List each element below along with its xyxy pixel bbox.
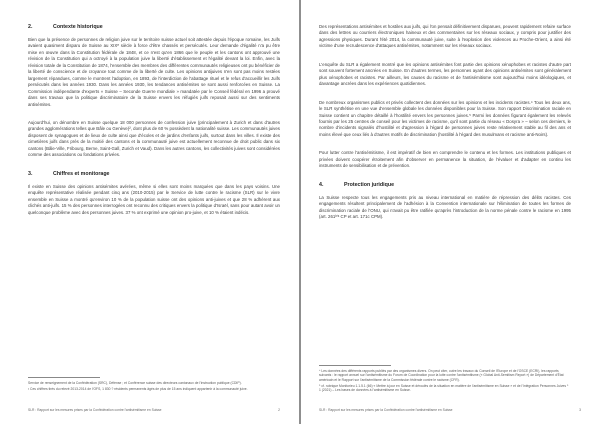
paragraph: La Suisse respecte tous les engagements pris au niveau international en matière de répression des délits racistes. Ces engagements résultent principalement de l'adhésion à la Convention internationale sur l'élimination de toutes les formes de discrimination raciale de l'ONU, qui n'avait pu être ratifiée qu'après l'introduction de la norme pénale contre le racisme en 1995 (art. 261ᵇⁱˢ CP et art. 171c CPM). — [319, 194, 571, 220]
section-title: Protection juridique — [344, 181, 395, 188]
section-number: 3. — [28, 170, 33, 177]
footnote: Service de renseignement de la Confédération (SRC), Défense ; et Conférence suisse des directeurs cantonaux de l'instruction publique (CDIP). — [28, 381, 242, 385]
footnote-rule — [319, 365, 391, 366]
paragraph: Aujourd'hui, on dénombre en Suisse quelque 18 000 personnes de confession juive (principalement à Zurich et dans d'autres grandes agglomérations telles que Bâle ou Genève)², dont plus de 60 % possèdent la nationalité suisse. Les communautés juives disposent de synagogues et de lieux de culte ainsi que d'écoles et de jardins d'enfants juifs, surtout dans les villes. Il existe des cimetières juifs dans près de la moitié des cantons et la communauté juive est actuellement reconnue de droit public dans six cantons (Bâle-Ville, Fribourg, Berne, Saint-Gall, Zurich et Vaud). Dans les autres cantons, les collectivités juives sont considérées comme des associations ou fondations privées. — [28, 119, 280, 158]
footer-text: SLR : Rapport sur les mesures prises par la Confédération contre l'antisémitisme en Suisse — [319, 408, 453, 412]
section-title: Contexte historique — [53, 24, 103, 30]
right-page — [301, 0, 600, 424]
footer-text: SLR : Rapport sur les mesures prises par la Confédération contre l'antisémitisme en Suisse — [28, 408, 162, 412]
left-page-footer — [28, 408, 280, 412]
paragraph: Pour lutter contre l'antisémitisme, il est impératif de bien en comprendre le contenu et les formes. Les institutions publiques et privées doivent coopérer étroitement afin d'observer en permanence la situation, de l'évaluer et d'adapter en continu les instruments de sensibilisation et de prévention. — [319, 150, 571, 169]
left-footnotes — [28, 377, 280, 393]
page-number: 3 — [579, 408, 581, 412]
paragraph: Il existe en Suisse des opinions antisémites avérées, même si elles sont moins marquées que dans les pays voisins. Une enquête représentative réalisée pendant cinq ans (2010-2015) par le Service de lutte contre le racisme (SLR) sur le vivre ensemble en Suisse a montré qu'environ 10 % de la population suisse ont des opinions anti-juives et que 28 % adhèrent aux clichés anti-juifs. 15 % des personnes interrogées ont reconnu des critiques envers la politique d'Israël, sans pour autant avoir un quelconque problème avec des personnes juives. 37 % ont exprimé une opinion pro-juive, et 10 % étaient indécis. — [28, 183, 280, 215]
section-heading-historical-context — [28, 24, 280, 30]
footnote: ⁴ Les données des différents rapports publiés par des organismes divers. On peut citer, outre les travaux du Conseil de l'Europe et de l'OSCE (ECRI), les rapports suivants : le rapport annuel sur l'antisémitisme du Forum de Coordination pour la lutte contre l'antisémitisme (« Global Anti-Semitism Report ») de Département d'État américain et le Rapport sur l'antisémitisme de la Commission fédérale contre le racisme (CFR). — [319, 369, 564, 382]
paragraph: L'enquête du SLR a également montré que les opinions antisémites font partie des opinions xénophobes et racistes d'autre part sont souvent fortement ancrées en Suisse. En d'autres termes, les personnes ayant des opinions antisémites sont généralement plus xénophobes et racistes. Par ailleurs, les causes du racisme et de l'antisémitisme sont aujourd'hui moins idéologiques, et davantage ancrées dans les expériences quotidiennes. — [319, 61, 571, 87]
paragraph: De nombreux organismes publics et privés collectent des données sur les opinions et les incidents racistes.⁴ Tous les deux ans, le SLR synthétise en une vue d'ensemble globale les données disponibles pour la Suisse. Son rapport Discrimination raciale en Suisse contient un chapitre détaillé à l'hostilité envers les personnes juives.⁵ Parmi les données figurant également les relevés fournis par les 25 centres de conseil pour les victimes de racisme, qu'il sont partie du réseau « Dosyra » – selon ces derniers, le nombre d'incidents signalés d'hostilité et d'agression à l'égard de personnes juives reste relativement stable au fil des ans et moins élevé que ceux liés à d'autres motifs de discrimination (hostilité à l'égard des musulmans et racisme anti-Noirs). — [319, 99, 571, 137]
section-number: 4. — [319, 181, 324, 188]
paragraph: Bien que la présence de personnes de religion juive sur le territoire suisse actuel soit attestée depuis l'époque romaine, les Juifs avaient quasiment disparu de Suisse au XIXᵉ siècle à force d'être chassés et persécutés. Leur demande d'égalité n'a pu être mise en œuvre dans la Constitution fédérale de 1848, et ce n'est qu'en 1866 que le peuple et les cantons ont approuvé une révision de la Constitution qui a octroyé à la population juive la liberté d'établissement et l'égalité devant la loi. Enfin, avec la révision totale de la Constitution de 1874, l'ensemble des membres des différentes communautés religieuses ont pu bénéficier de la liberté de conscience et de croyance tout comme de la liberté de culte. Les opinions antijuives n'en sont pas moins restées largement répandues, comme le montrent l'adoption, en 1893, de l'interdiction de l'abattage rituel et le refus d'accueillir les Juifs persécutés dans les années 1930. Dans les années 1930, les tendances antisémites se sont aussi renforcées en Suisse. La Commission indépendante d'experts « Suisse – Seconde Guerre mondiale » mandatée par le Conseil fédéral en 1996 a prouvé dans ses travaux que la politique discriminatoire de la Suisse envers les réfugiés juifs reposait aussi sur des sentiments antisémites. — [28, 37, 280, 107]
right-page-footer — [319, 408, 581, 412]
footnote-rule — [28, 377, 100, 378]
footnote: ² Ces chiffres tirés du relevé 2013-2014 de l'OFS, 1 830 ? résidents permanents âgés de plus de 15 ans indiquent appartenir à la communauté juive. — [28, 386, 248, 391]
section-number: 2. — [28, 24, 33, 30]
footnote: ⁵ cf. rubrique Monitorieu 1.1.5.1 (66) « Mettre à jour en Suisse et déroulés de la situation en matière de l'antisémitisme en Suisse » et de l'Intégration Personnes Juives ⁵ 1 (2021) – Les bases de données à l'antisémitisme en Suisse. — [319, 383, 569, 393]
right-footnotes — [319, 365, 571, 394]
section-title: Chiffres et monitorage — [53, 170, 110, 177]
left-page-body — [28, 24, 280, 222]
paragraph: Des représentations antisémites et hostiles aux juifs, qui l'on pensait définitivement disparues, peuvent rapidement refaire surface dans des lettres ou courriers électroniques haineux et des commentaires sur les réseaux sociaux, y compris pour justifier des agressions physiques. Durant l'été 2014, la communauté juive, suite à l'explosion des violences au Proche-Orient, a ainsi été victime d'une recrudescence d'attaques antisémites, notamment sur les réseaux sociaux. — [319, 24, 571, 49]
section-heading-figures-monitoring — [28, 171, 280, 177]
section-heading-legal-protection — [319, 182, 571, 188]
page-number: 2 — [278, 408, 280, 412]
left-page — [0, 0, 299, 424]
right-page-body — [319, 24, 571, 227]
